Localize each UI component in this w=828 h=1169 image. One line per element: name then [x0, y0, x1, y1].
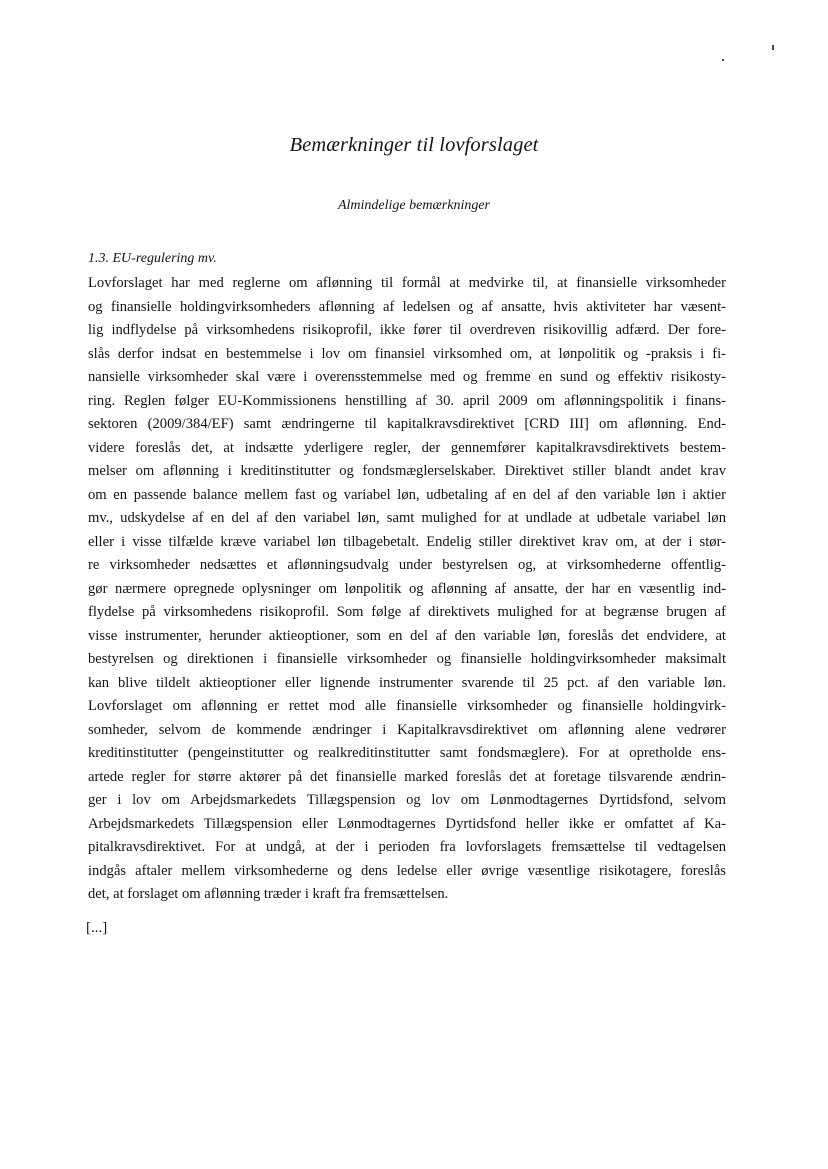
body-line: pitalkravsdirektivet. For at undgå, at der i perioden fra lovforslagets fremsættelse til vedtagelsen: [88, 839, 726, 855]
body-line: kan blive tildelt aktieoptioner eller lignende instrumenter svarende til 25 pct. af den variable løn.: [88, 674, 726, 691]
body-line: bestyrelsen og direktionen i finansielle virksomheder og finansielle holdingvirksomheder maksimalt: [88, 651, 726, 667]
body-line: og finansielle holdingvirksomheders aflønning af ledelsen og af ansatte, hvis aktiviteter har væsent-: [88, 298, 726, 315]
body-line: mv., udskydelse af en del af den variabel løn, samt mulighed for at undlade at udbetale variabel løn: [88, 510, 726, 526]
body-line: indgås aftaler mellem virksomhederne og dens ledelse eller øvrige væsentlige risikotagere, foreslås: [88, 862, 726, 879]
body-line: Lovforslaget har med reglerne om aflønning til formål at medvirke til, at finansielle virksomheder: [88, 275, 726, 291]
document-subtitle: Almindelige bemærkninger: [337, 198, 491, 213]
body-line: artede regler for større aktører på det finansielle marked foreslås det at foretage tilsvarende ændrin-: [88, 768, 726, 785]
body-line: melser om aflønning i kreditinstitutter og fondsmæglerselskaber. Direktivet stiller blandt andet krav: [88, 463, 726, 479]
omission-marker: [...]: [86, 920, 108, 936]
body-line: nansielle virksomheder skal være i overensstemmelse med og fremme en sund og effektiv risikosty-: [88, 369, 726, 385]
body-line: visse instrumenter, herunder aktieoptioner, som en del af den variable løn, foreslås det endvidere, at: [88, 627, 726, 644]
body-paragraph: [88, 272, 726, 907]
scan-speck: [722, 59, 724, 61]
body-line: Lovforslaget om aflønning er rettet mod alle finansielle virksomheder og finansielle holdingvirk-: [88, 698, 726, 714]
document-title: Bemærkninger til lovforslaget: [289, 134, 539, 156]
body-line: eller i visse tilfælde kræve variabel løn tilbagebetalt. Endelig stiller direktivet krav om, at der i stør-: [88, 533, 726, 550]
body-line: re virksomheder nedsættes et aflønningsudvalg under bestyrelsen og, at virksomhederne offentlig-: [88, 557, 726, 573]
body-line: slås derfor indsat en bestemmelse i lov om finansiel virksomhed om, at lønpolitik og -praksis i fi-: [88, 345, 726, 362]
body-line: det, at forslaget om aflønning træder i kraft fra fremsættelsen.: [88, 886, 449, 902]
section-heading: 1.3. EU-regulering mv.: [88, 251, 217, 266]
body-line: om en passende balance mellem fast og variabel løn, udbetaling af en del af den variable løn i aktier: [88, 486, 726, 503]
body-line: somheder, selvom de kommende ændringer i Kapitalkravsdirektivet om aflønning alene vedrører: [88, 721, 726, 738]
body-line: videre foreslås det, at indsætte yderligere regler, der gennemfører kapitalkravsdirektivets bestem-: [88, 439, 726, 456]
body-line: ring. Reglen følger EU-Kommissionens henstilling af 30. april 2009 om aflønningspolitik i finans-: [88, 392, 726, 409]
body-line: gør nærmere opregnede oplysninger om lønpolitik og aflønning af ansatte, der har en væsentlig ind-: [88, 580, 726, 597]
body-line: lig indflydelse på virksomhedens risikoprofil, ikke fører til overdreven risikovillig adfærd. Der fore-: [88, 322, 726, 338]
body-line: flydelse på virksomhedens risikoprofil. Som følge af direktivets mulighed for at begrænse brugen af: [88, 604, 726, 620]
body-line: kreditinstitutter (pengeinstitutter og realkreditinstitutter samt fondsmæglere). For at opretholde ens-: [88, 745, 726, 761]
body-line: ger i lov om Arbejdsmarkedets Tillægspension og lov om Lønmodtagernes Dyrtidsfond, selvom: [88, 792, 726, 808]
body-line: sektoren (2009/384/EF) samt ændringerne til kapitalkravsdirektivet [CRD III] om aflønning. End-: [88, 416, 726, 432]
body-line: Arbejdsmarkedets Tillægspension eller Lønmodtagernes Dyrtidsfond heller ikke er omfattet af Ka-: [88, 815, 726, 832]
scan-speck: [772, 45, 774, 50]
